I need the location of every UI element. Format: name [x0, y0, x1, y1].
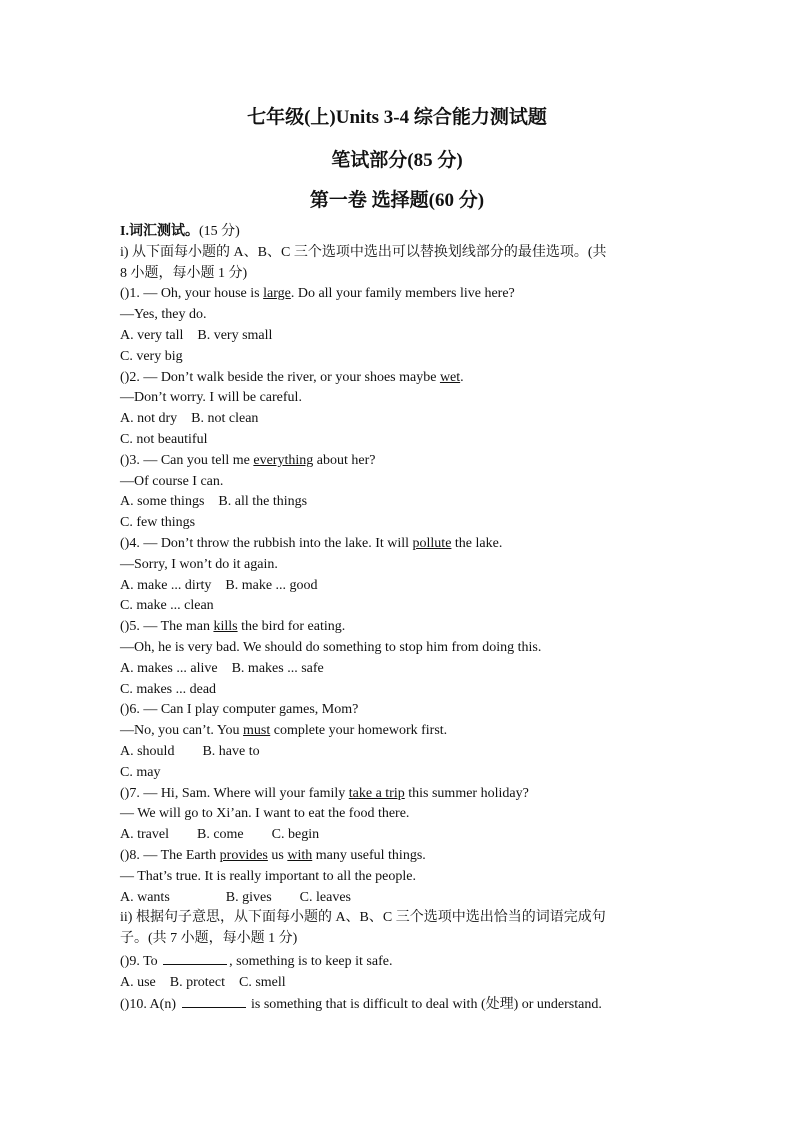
- option-b: B. very small: [197, 327, 273, 343]
- option-c: C. makes ... dead: [120, 681, 217, 697]
- underlined-word: large: [263, 286, 291, 302]
- question-2: ()2. — Don’t walk beside the river, or your shoes maybe wet.: [120, 369, 464, 385]
- option-c: C. few things: [120, 515, 196, 531]
- option-c: C. not beautiful: [120, 431, 208, 447]
- option-b: B. all the things: [218, 494, 308, 510]
- question-1: ()1. — Oh, your house is large. Do all your family members live here?: [120, 286, 515, 302]
- instruction-i-line2: 8 小题，每小题 1 分): [120, 265, 248, 281]
- options-1: [120, 326, 680, 347]
- underlined-word: provides: [219, 847, 268, 863]
- option-a: A. makes ... alive: [120, 660, 218, 676]
- option-a: A. use: [120, 974, 156, 990]
- page-subtitle: 笔试部分(85 分): [331, 150, 463, 171]
- option-b: B. not clean: [191, 411, 259, 427]
- instruction-ii-line2: 子。(共 7 小题，每小题 1 分): [120, 931, 298, 947]
- option-b: B. come: [196, 827, 244, 843]
- option-c: C. very big: [120, 348, 183, 364]
- option-c: C. begin: [271, 827, 320, 843]
- options-7: [120, 825, 680, 846]
- instruction-ii-line1: ii) 根据句子意思，从下面每小题的 A、B、C 三个选项中选出恰当的词语完成句: [120, 910, 606, 926]
- part-title-line: [120, 222, 680, 243]
- question-8: ()8. — The Earth provides us with many useful things.: [120, 847, 426, 863]
- option-a: A. should: [120, 743, 175, 759]
- options-5: [120, 659, 680, 680]
- answer-7: — We will go to Xi’an. I want to eat the food there.: [120, 806, 410, 822]
- underlined-word: must: [243, 723, 271, 739]
- answer-8: — That’s true. It is really important to all the people.: [120, 868, 417, 884]
- question-5: ()5. — The man kills the bird for eating.: [120, 619, 346, 635]
- question-9: ()9. To , something is to keep it safe.: [120, 950, 680, 973]
- options-2: [120, 409, 680, 430]
- options-9: [120, 973, 680, 994]
- answer-blank: [182, 993, 246, 1008]
- option-b: B. have to: [202, 743, 260, 759]
- question-3: ()3. — Can you tell me everything about her?: [120, 452, 376, 468]
- options-6: [120, 742, 680, 763]
- question-content: [120, 222, 680, 1016]
- option-b: B. gives: [225, 889, 272, 905]
- part-title: I.词汇测试。: [120, 224, 199, 239]
- part-score: (15 分): [198, 224, 240, 239]
- underlined-word: wet: [439, 369, 461, 385]
- option-a: A. wants: [120, 889, 170, 905]
- answer-1: —Yes, they do.: [120, 307, 207, 323]
- option-b: B. make ... good: [225, 577, 318, 593]
- option-a: A. some things: [120, 494, 205, 510]
- answer-blank: [163, 950, 227, 965]
- underlined-word: pollute: [412, 535, 452, 551]
- question-6: ()6. — Can I play computer games, Mom?: [120, 702, 359, 718]
- question-4: ()4. — Don’t throw the rubbish into the lake. It will pollute the lake.: [120, 535, 503, 551]
- option-c: C. leaves: [299, 889, 351, 905]
- option-c: C. may: [120, 764, 161, 780]
- options-3: [120, 492, 680, 513]
- answer-4: —Sorry, I won’t do it again.: [120, 556, 278, 572]
- underlined-word: kills: [213, 619, 238, 635]
- option-c: C. make ... clean: [120, 598, 214, 614]
- option-a: A. not dry: [120, 411, 178, 427]
- answer-2: —Don’t worry. I will be careful.: [120, 390, 302, 406]
- option-a: A. travel: [120, 827, 169, 843]
- answer-3: —Of course I can.: [120, 473, 224, 489]
- question-7: ()7. — Hi, Sam. Where will your family take a trip this summer holiday?: [120, 785, 529, 801]
- answer-5: —Oh, he is very bad. We should do something to stop him from doing this.: [120, 639, 542, 655]
- option-c: C. smell: [239, 974, 286, 990]
- underlined-word: everything: [253, 452, 314, 468]
- option-b: B. makes ... safe: [231, 660, 324, 676]
- option-a: A. make ... dirty: [120, 577, 212, 593]
- question-10: ()10. A(n) is something that is difficult to deal with (处理) or understand.: [120, 993, 680, 1016]
- option-a: A. very tall: [120, 327, 184, 343]
- underlined-word: take a trip: [348, 785, 405, 801]
- page-title: 七年级(上)Units 3-4 综合能力测试题: [247, 107, 547, 128]
- option-b: B. protect: [169, 974, 225, 990]
- underlined-word: with: [287, 847, 313, 863]
- section-title: 第一卷 选择题(60 分): [309, 190, 485, 211]
- answer-6: —No, you can’t. You must complete your homework first.: [120, 723, 448, 739]
- instruction-i-line1: i) 从下面每小题的 A、B、C 三个选项中选出可以替换划线部分的最佳选项。(共: [120, 244, 607, 260]
- options-4: [120, 576, 680, 597]
- options-8: [120, 888, 680, 909]
